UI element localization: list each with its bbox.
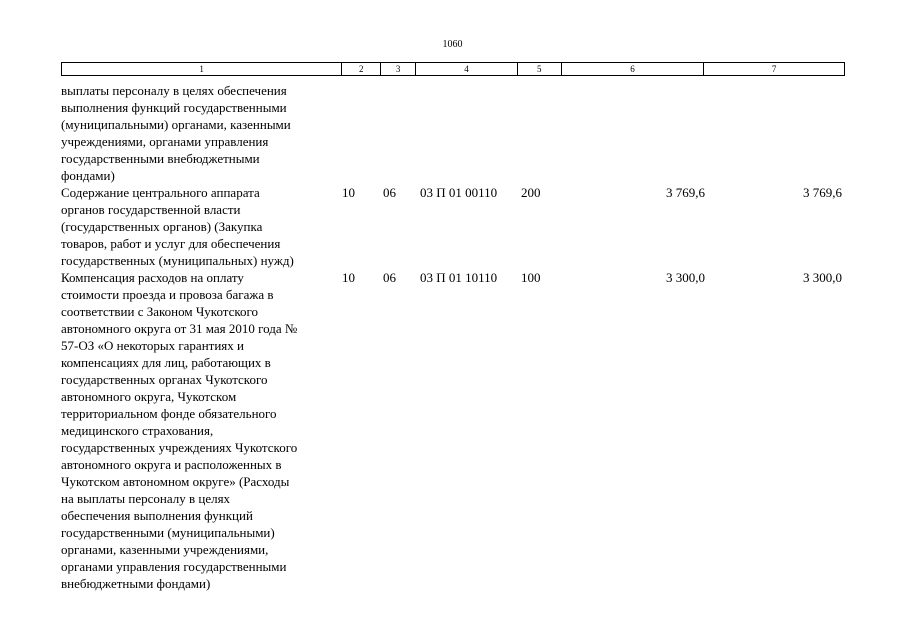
description-line: государственных органах Чукотского	[61, 372, 268, 387]
description-line: Чукотском автономном округе» (Расходы	[61, 474, 290, 489]
amount-year-2: 3 300,0	[803, 270, 842, 285]
description-line: государственных учреждениях Чукотского	[61, 440, 298, 455]
subsection-code	[381, 82, 416, 184]
expense-type-code: 100	[521, 270, 541, 285]
column-header-5: 5	[518, 63, 562, 75]
description-line: фондами)	[61, 168, 115, 183]
description-line: медицинского страхования,	[61, 423, 214, 438]
column-header-2: 2	[342, 63, 381, 75]
description-line: органов государственной власти	[61, 202, 241, 217]
description-line: органами управления государственными	[61, 559, 287, 574]
column-header-7: 7	[771, 64, 777, 74]
description-line: органами, казенными учреждениями,	[61, 542, 269, 557]
amount-year-2	[705, 82, 845, 184]
section-code	[342, 82, 381, 184]
description-line: автономного округа от 31 мая 2010 года №	[61, 321, 298, 336]
description-line: учреждениями, органами управления	[61, 134, 269, 149]
description-line: выплаты персоналу в целях обеспечения	[61, 83, 287, 98]
subsection-code: 06	[383, 270, 396, 285]
column-header-3: 3	[381, 63, 416, 75]
section-code: 10	[342, 185, 355, 200]
description-line: обеспечения выполнения функций	[61, 508, 253, 523]
table-row	[61, 82, 845, 184]
description-line: соответствии с Законом Чукотского	[61, 304, 259, 319]
description-line: государственными внебюджетными	[61, 151, 260, 166]
column-header-4: 4	[416, 63, 518, 75]
description-line: государственных (муниципальных) нужд)	[61, 253, 294, 268]
description-line: Содержание центрального аппарата	[61, 185, 260, 200]
amount-year-2: 3 769,6	[803, 185, 842, 200]
expense-type-code	[518, 82, 562, 184]
target-article-code: 03 П 01 00110	[420, 185, 498, 200]
amount-year-1	[562, 82, 705, 184]
description-line: Компенсация расходов на оплату	[61, 270, 244, 285]
description-line: выполнения функций государственными	[61, 100, 287, 115]
table-header-row	[61, 62, 845, 76]
description-line: на выплаты персоналу в целях	[61, 491, 231, 506]
table-row	[61, 269, 845, 592]
description-line: (муниципальными) органами, казенными	[61, 117, 291, 132]
amount-year-1: 3 300,0	[666, 270, 705, 285]
target-article-code	[416, 82, 518, 184]
description-line: внебюджетными фондами)	[61, 576, 211, 591]
description-line: товаров, работ и услуг для обеспечения	[61, 236, 281, 251]
expense-type-code: 200	[521, 185, 541, 200]
description-line: (государственных органов) (Закупка	[61, 219, 263, 234]
description-line: автономного округа и расположенных в	[61, 457, 282, 472]
amount-year-1: 3 769,6	[666, 185, 705, 200]
row-description	[61, 184, 342, 269]
column-header-6: 6	[562, 63, 705, 75]
description-line: государственными (муниципальными)	[61, 525, 275, 540]
description-line: компенсациях для лиц, работающих в	[61, 355, 271, 370]
page-number: 1060	[442, 39, 463, 50]
description-line: 57-ОЗ «О некоторых гарантиях и	[61, 338, 244, 353]
table-row	[61, 184, 845, 269]
row-description	[61, 82, 342, 184]
subsection-code: 06	[383, 185, 396, 200]
row-description	[61, 269, 342, 592]
description-line: территориальном фонде обязательного	[61, 406, 277, 421]
description-line: автономного округа, Чукотском	[61, 389, 237, 404]
description-line: стоимости проезда и провоза багажа в	[61, 287, 274, 302]
section-code: 10	[342, 270, 355, 285]
column-header-1: 1	[62, 63, 342, 75]
target-article-code: 03 П 01 10110	[420, 270, 498, 285]
